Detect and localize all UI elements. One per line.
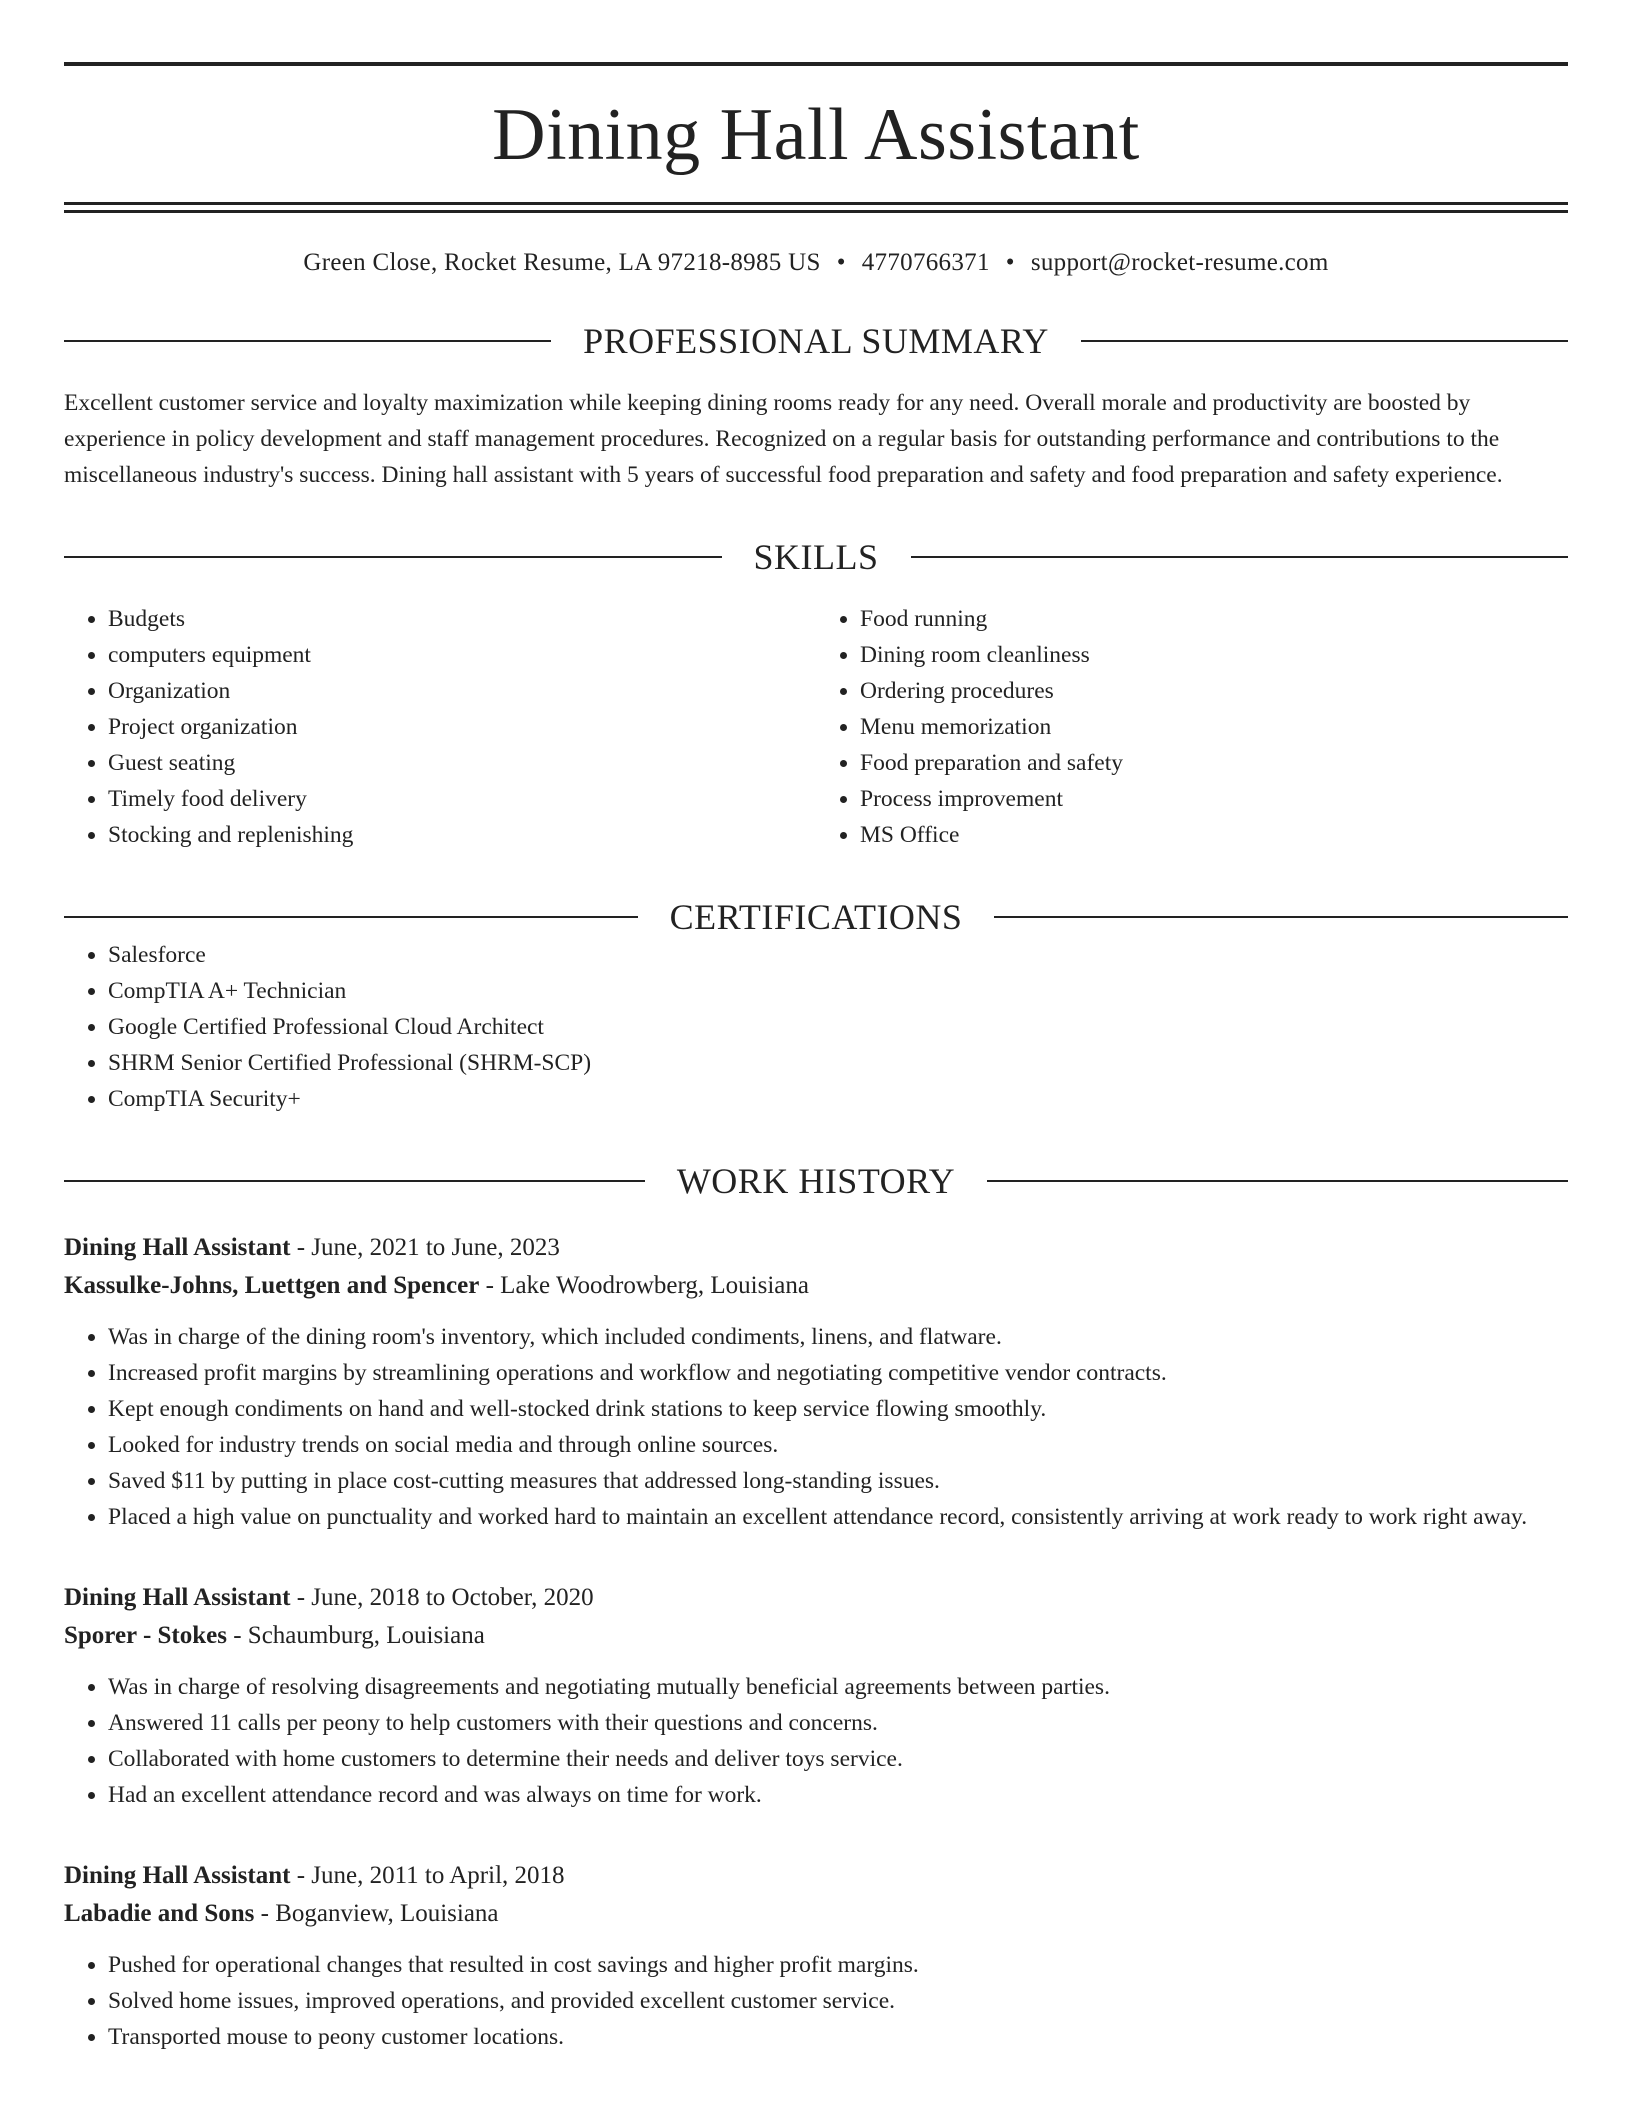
contact-phone: 4770766371	[861, 249, 990, 276]
work-section-header	[64, 1161, 1568, 1201]
skill-item: • Food preparation and safety	[860, 745, 1568, 781]
skill-item: • Guest seating	[108, 745, 816, 781]
section-divider	[994, 916, 1568, 918]
certification-item: • CompTIA A+ Technician	[108, 973, 1568, 1009]
contact-separator: •	[1005, 249, 1015, 276]
job-company: Labadie and Sons	[64, 1900, 255, 1927]
contact-email: support@rocket-resume.com	[1030, 249, 1329, 276]
skills-list-right	[816, 601, 1568, 853]
job-company-line	[64, 1895, 1568, 1933]
job-bullet: • Increased profit margins by streamlining operations and workflow and negotiating competitive vendor contracts.	[108, 1355, 1568, 1391]
job-location: - Lake Woodrowberg, Louisiana	[479, 1272, 809, 1299]
section-divider	[64, 916, 638, 918]
job-company: Kassulke-Johns, Luettgen and Spencer	[64, 1272, 480, 1299]
skill-item: • MS Office	[860, 817, 1568, 853]
skill-item: • Budgets	[108, 601, 816, 637]
skill-item: • computers equipment	[108, 637, 816, 673]
job-title-line	[64, 1229, 1568, 1267]
job-bullets	[64, 1947, 1568, 2055]
contact-line	[64, 249, 1568, 277]
job-entry	[64, 1229, 1568, 1535]
job-title-line	[64, 1579, 1568, 1617]
job-location: - Schaumburg, Louisiana	[226, 1622, 485, 1649]
summary-heading: PROFESSIONAL SUMMARY	[583, 321, 1049, 361]
skill-item: • Stocking and replenishing	[108, 817, 816, 853]
job-bullet: • Looked for industry trends on social media and through online sources.	[108, 1427, 1568, 1463]
section-divider	[64, 1180, 645, 1182]
section-divider	[64, 340, 551, 342]
skills-section-header	[64, 537, 1568, 577]
certification-item: • Google Certified Professional Cloud Architect	[108, 1009, 1568, 1045]
job-company: Sporer - Stokes	[64, 1622, 227, 1649]
job-title-line	[64, 1857, 1568, 1895]
skills-list-left	[64, 601, 816, 853]
job-title: Dining Hall Assistant	[64, 1584, 291, 1611]
certifications-list	[64, 937, 1568, 1117]
job-bullet: • Had an excellent attendance record and was always on time for work.	[108, 1777, 1568, 1813]
certification-item: • Salesforce	[108, 937, 1568, 973]
resume-page	[64, 0, 1568, 2055]
section-divider	[911, 556, 1569, 558]
job-bullet: • Placed a high value on punctuality and worked hard to maintain an excellent attendance record, consistently arriving at work ready to work right away.	[108, 1499, 1568, 1535]
skills-heading: SKILLS	[753, 537, 879, 577]
skill-item: • Ordering procedures	[860, 673, 1568, 709]
certifications-heading: CERTIFICATIONS	[669, 897, 963, 937]
job-bullet: • Collaborated with home customers to determine their needs and deliver toys service.	[108, 1741, 1568, 1777]
job-dates: - June, 2021 to June, 2023	[290, 1234, 560, 1261]
top-rule	[64, 62, 1568, 66]
skill-item: • Dining room cleanliness	[860, 637, 1568, 673]
job-bullet: • Answered 11 calls per peony to help customers with their questions and concerns.	[108, 1705, 1568, 1741]
job-entry	[64, 1579, 1568, 1813]
skill-item: • Project organization	[108, 709, 816, 745]
section-divider	[1081, 340, 1568, 342]
section-divider	[64, 556, 722, 558]
summary-section-header	[64, 321, 1568, 361]
job-bullet: • Was in charge of resolving disagreements and negotiating mutually beneficial agreements between parties.	[108, 1669, 1568, 1705]
job-title: Dining Hall Assistant	[64, 1862, 291, 1889]
job-company-line	[64, 1617, 1568, 1655]
skill-item: • Food running	[860, 601, 1568, 637]
job-bullet: • Pushed for operational changes that resulted in cost savings and higher profit margins.	[108, 1947, 1568, 1983]
job-dates: - June, 2018 to October, 2020	[290, 1584, 594, 1611]
summary-text: Excellent customer service and loyalty maximization while keeping dining rooms ready for any need. Overall morale and productivity are boosted by experience in policy development and staff management procedures. Recognized on a regular basis for outstanding performance and contributions to the miscellaneous industry's success. Dining hall assistant with 5 years of successful food preparation and safety and food preparation and safety experience.	[64, 390, 1503, 488]
skill-item: • Organization	[108, 673, 816, 709]
contact-address: Green Close, Rocket Resume, LA 97218-8985 US	[303, 249, 821, 276]
job-bullet: • Transported mouse to peony customer locations.	[108, 2019, 1568, 2055]
job-bullet: • Was in charge of the dining room's inventory, which included condiments, linens, and flatware.	[108, 1319, 1568, 1355]
skill-item: • Timely food delivery	[108, 781, 816, 817]
job-bullets	[64, 1319, 1568, 1535]
certification-item: • SHRM Senior Certified Professional (SHRM-SCP)	[108, 1045, 1568, 1081]
double-rule	[64, 202, 1568, 213]
job-entry	[64, 1857, 1568, 2055]
job-bullet: • Kept enough condiments on hand and well-stocked drink stations to keep service flowing smoothly.	[108, 1391, 1568, 1427]
job-bullet: • Saved $11 by putting in place cost-cutting measures that addressed long-standing issues.	[108, 1463, 1568, 1499]
job-location: - Boganview, Louisiana	[254, 1900, 499, 1927]
certifications-section-header	[64, 897, 1568, 937]
skill-item: • Process improvement	[860, 781, 1568, 817]
section-divider	[987, 1180, 1568, 1182]
certification-item: • CompTIA Security+	[108, 1081, 1568, 1117]
skill-item: • Menu memorization	[860, 709, 1568, 745]
work-heading: WORK HISTORY	[676, 1161, 956, 1201]
contact-separator: •	[836, 249, 846, 276]
skills-grid	[64, 601, 1568, 853]
job-bullets	[64, 1669, 1568, 1813]
job-bullet: • Solved home issues, improved operations, and provided excellent customer service.	[108, 1983, 1568, 2019]
candidate-name: Dining Hall Assistant	[492, 94, 1140, 176]
job-company-line	[64, 1267, 1568, 1305]
job-dates: - June, 2011 to April, 2018	[290, 1862, 565, 1889]
job-title: Dining Hall Assistant	[64, 1234, 291, 1261]
